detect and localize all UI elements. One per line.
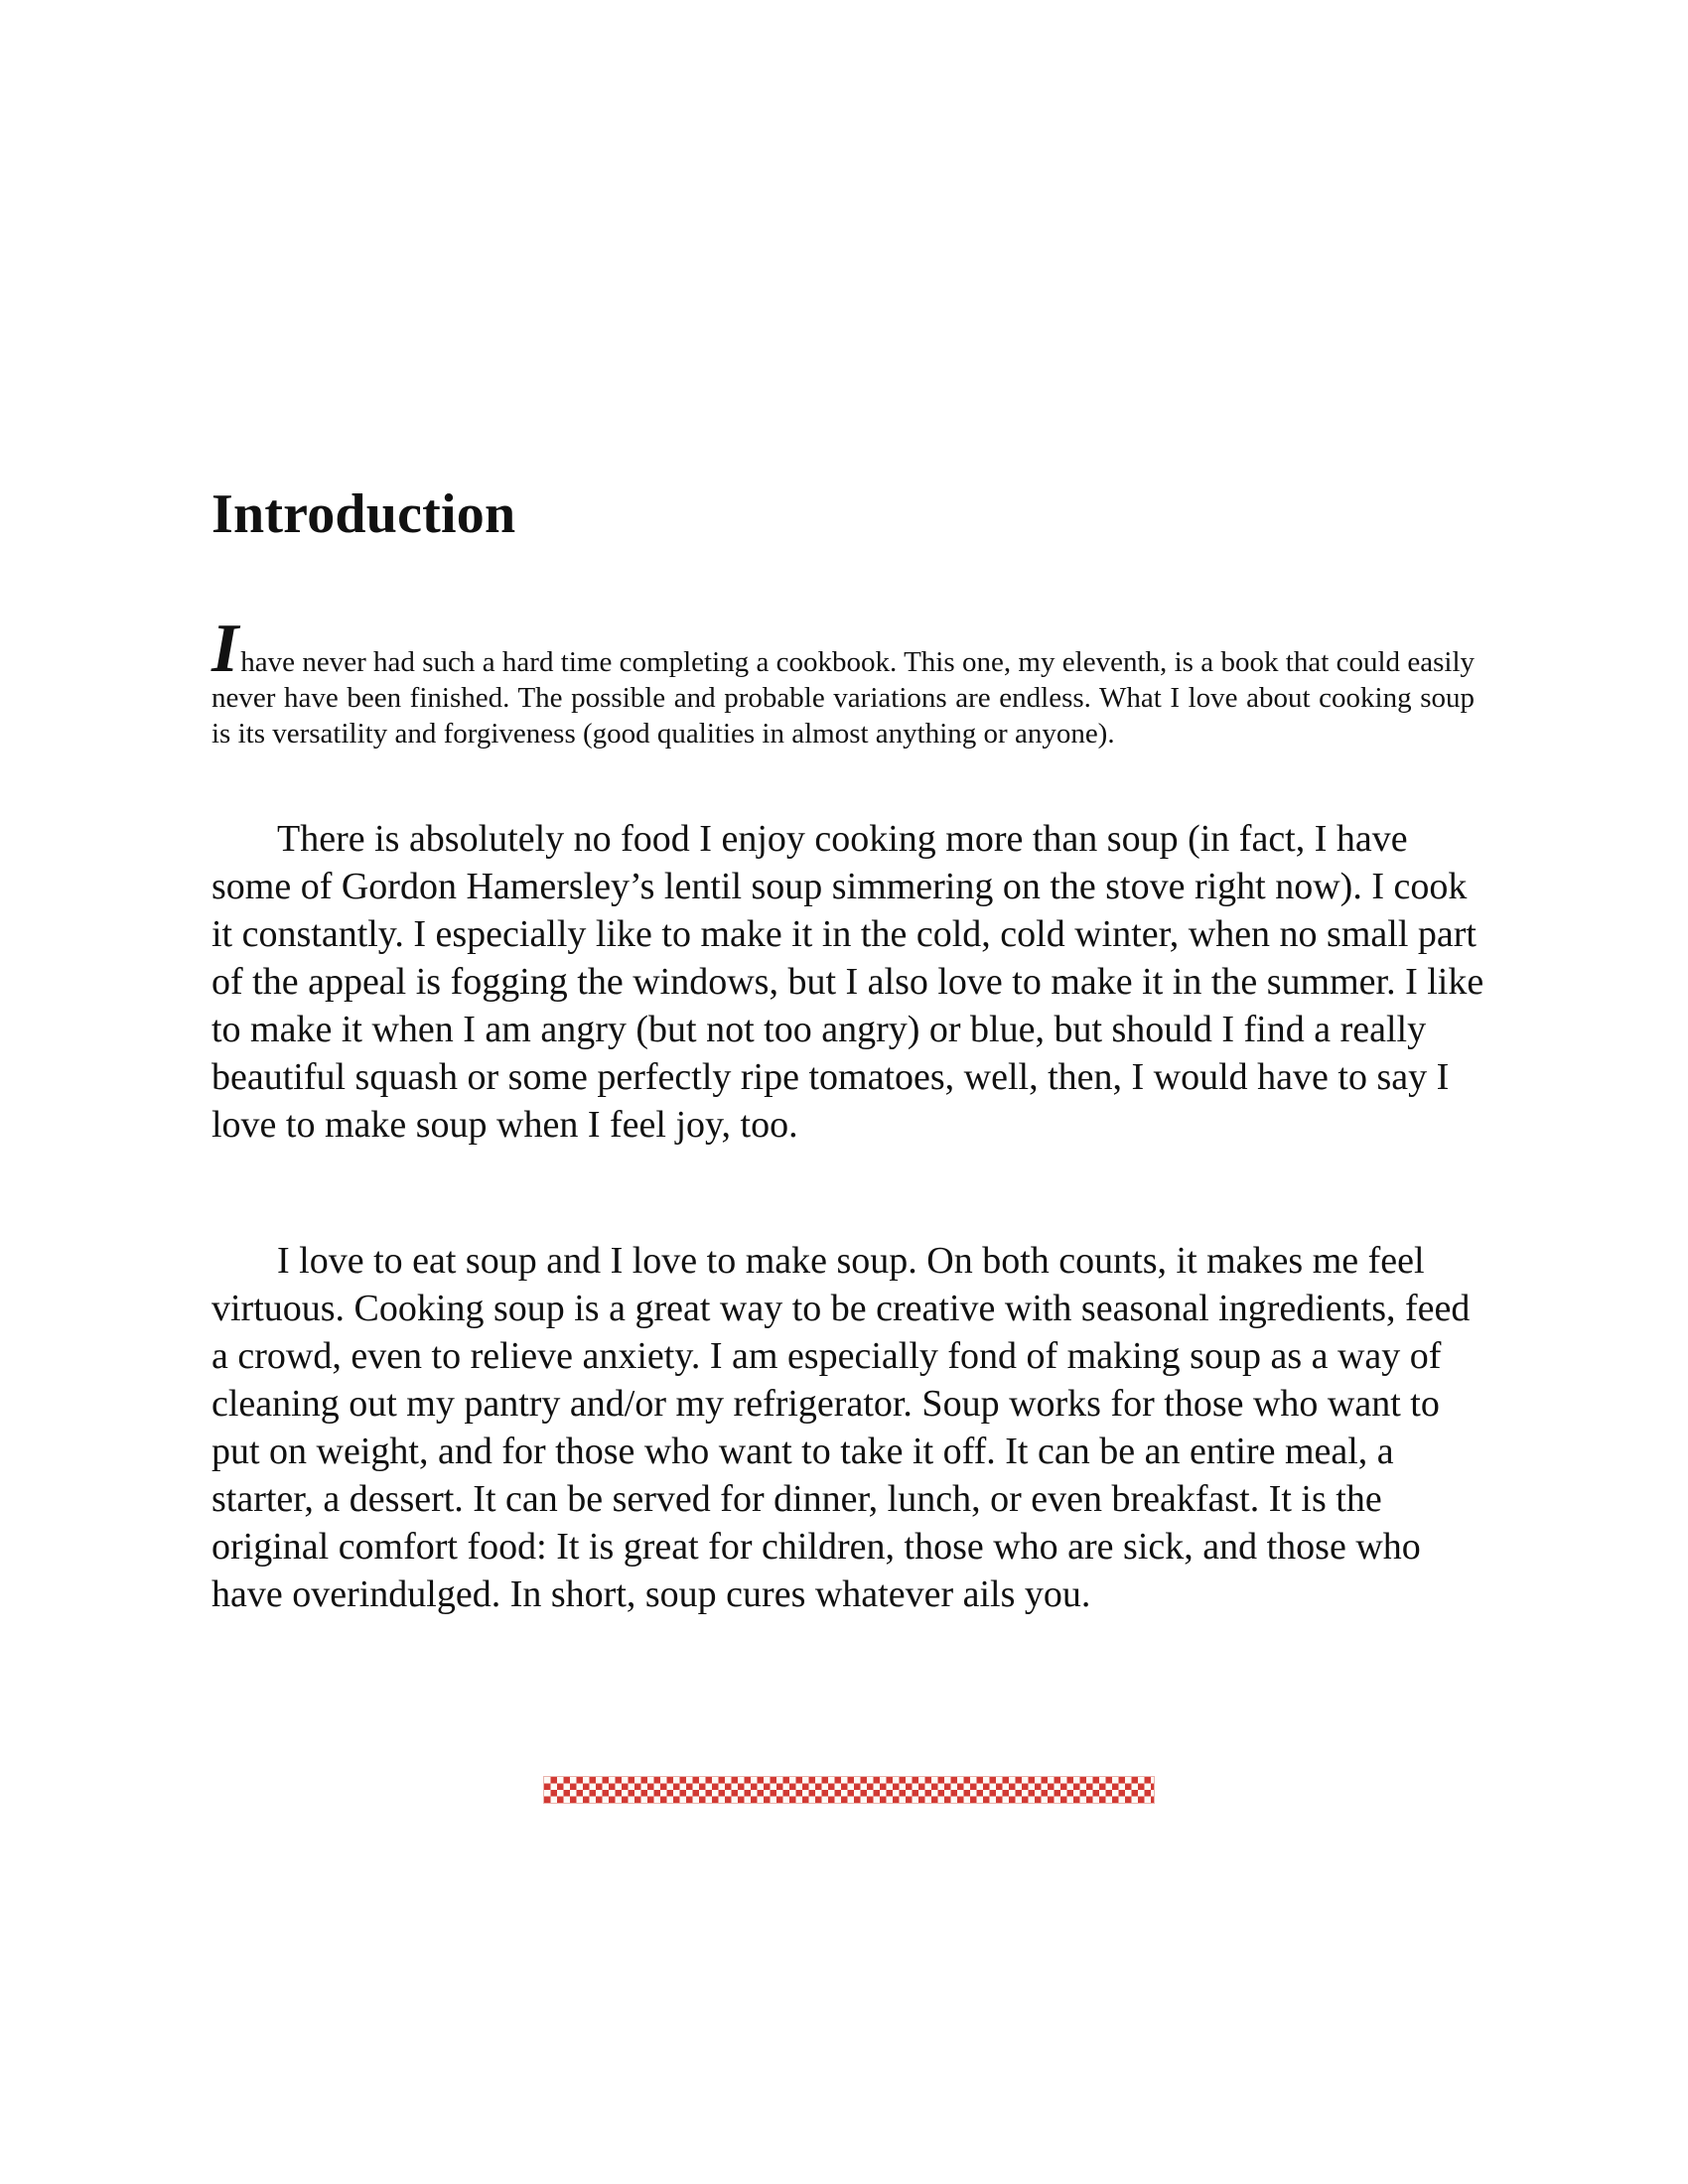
drop-cap: I <box>211 611 239 687</box>
intro-paragraph <box>211 611 1475 751</box>
intro-text: have never had such a hard time completing a cookbook. This one, my eleventh, is a book that could easily never have been finished. The possible and probable variations are endless. What I love about cooking soup is its versatility and forgiveness (good qualities in almost anything or anyone). <box>211 646 1475 750</box>
page-title: Introduction <box>211 483 516 545</box>
checkered-divider <box>544 1777 1154 1803</box>
body-paragraph-1: There is absolutely no food I enjoy cooking more than soup (in fact, I have some of Gordon Hamersley’s lentil soup simmering on the stove right now). I cook it constantly. I especially like to make it in the cold, cold winter, when no small part of the appeal is fogging the windows, but I also love to make it in the summer. I like to make it when I am angry (but not too angry) or blue, but should I find a really beautiful squash or some perfectly ripe tomatoes, well, then, I would have to say I love to make soup when I feel joy, too. <box>211 818 1484 1146</box>
body-paragraph-2: I love to eat soup and I love to make soup. On both counts, it makes me feel virtuous. Cooking soup is a great way to be creative with seasonal ingredients, feed a crowd, even to relieve anxiety. I am especially fond of making soup as a way of cleaning out my pantry and/or my refrigerator. Soup works for those who want to put on weight, and for those who want to take it off. It can be an entire meal, a starter, a dessert. It can be served for dinner, lunch, or even breakfast. It is the original comfort food: It is great for children, those who are sick, and those who have overindulged. In short, soup cures whatever ails you. <box>211 1240 1471 1615</box>
